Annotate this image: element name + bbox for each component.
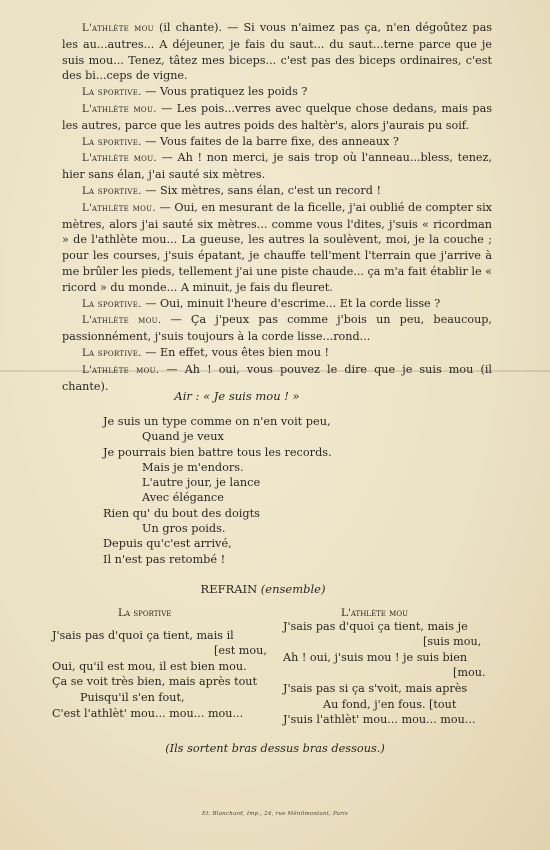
verse-line: Avec élégance [142, 491, 224, 505]
printer-imprint: Et. Blanchard, Imp., 24, rue Ménilmontant, Paris [201, 811, 348, 817]
refrain-line: C'est l'athlèt' mou... mou... mou... [52, 706, 244, 720]
verse-line: Un gros poids. [142, 522, 226, 536]
refrain-line: Ah ! oui, j'suis mou ! je suis bien [283, 650, 468, 664]
column-speaker: L'athlète mou [341, 607, 408, 619]
refrain-line: [est mou, [214, 644, 267, 658]
refrain-line: J'sais pas si ça s'voit, mais après [283, 681, 468, 695]
refrain-column-athlete [283, 606, 503, 728]
dialogue-line: La sportive. — Vous faites de la barre fixe, des anneaux ? [82, 134, 399, 148]
refrain-line: Ça se voit très bien, mais après tout [52, 675, 258, 689]
verse-line: Je pourrais bien battre tous les records. [103, 445, 332, 459]
refrain-line: Au fond, j'en fous. [tout [323, 697, 457, 711]
song-verse [103, 414, 403, 567]
verse-line: Rien qu' du bout des doigts [103, 506, 260, 520]
verse-line: Il n'est pas retombé ! [103, 552, 226, 566]
refrain-line: J'sais pas d'quoi ça tient, mais je [283, 619, 468, 633]
dialogue-line: La sportive. — Vous pratiquez les poids ? [82, 85, 308, 99]
verse-line: Mais je m'endors. [142, 460, 244, 474]
verse-line: L'autre jour, je lance [142, 476, 261, 490]
refrain-column-sportive [52, 606, 267, 721]
dialogue-line: La sportive. — Oui, minuit l'heure d'escrime... Et la corde lisse ? [82, 296, 441, 310]
dialogue-line: L'athlète mou. — Ça j'peux pas comme j'bois un peu, beaucoup, passionnément, j'suis toujours à la corde lisse...rond... [62, 313, 492, 344]
refrain-line: J'sais pas d'quoi ça tient, mais il [52, 628, 234, 642]
refrain-line: [mou. [453, 666, 486, 680]
air-title: Air : « Je suis mou ! » [174, 389, 300, 403]
dialogue-line: L'athlète mou. — Oui, en mesurant de la ficelle, j'ai oublié de compter six mètres, alors j'ai sauté six mètres... comme vous l'dites, j'suis « ricordman » de l'athlète mou... La gueuse, les autres la soulèvent, moi, je la couche ; pour les courses, j'suis épatant, je chauffe tell'ment l'terrain que j'arrive à me brûler les pieds, tellement j'ai une piste chaude... ça m'a fait établir le « ricord » du monde... A minuit, je fais du fleuret. [62, 200, 492, 294]
verse-line: Depuis qu'c'est arrivé, [103, 537, 232, 551]
column-speaker: La sportive [118, 607, 172, 619]
refrain-line: [suis mou, [423, 635, 482, 649]
dialogue-line: La sportive. — Six mètres, sans élan, c'est un record ! [82, 183, 381, 197]
verse-line: Je suis un type comme on n'en voit peu, [103, 415, 331, 428]
refrain-line: Puisqu'il s'en fout, [80, 690, 185, 704]
stage-direction: (Ils sortent bras dessus bras dessous.) [165, 742, 385, 755]
dialogue-line: L'athlète mou. — Ah ! oui, vous pouvez le dire que je suis mou (il chante). [62, 362, 492, 393]
refrain-title: REFRAIN (ensemble) [200, 582, 326, 596]
refrain-line: Oui, qu'il est mou, il est bien mou. [52, 659, 247, 673]
dialogue-line: La sportive. — En effet, vous êtes bien mou ! [82, 345, 330, 359]
verse-line: Quand je veux [142, 430, 224, 444]
dialogue-line: L'athlète mou (il chante). — Si vous n'aimez pas ça, n'en dégoûtez pas les au...autres... A déjeuner, je fais du saut... du saut...terne parce que je suis mou... Tenez, tâtez mes biceps... c'est pas des biceps ordinaires, c'est des bi...ceps de vigne. [62, 21, 492, 83]
dialogue-line: L'athlète mou. — Ah ! non merci, je sais trop où l'anneau...bless, tenez, hier sans élan, j'ai sauté six mètres. [62, 151, 492, 182]
refrain-line: J'suis l'athlèt' mou... mou... mou... [283, 713, 476, 727]
dialogue-block [62, 20, 492, 394]
dialogue-line: L'athlète mou. — Les pois...verres avec quelque chose dedans, mais pas les autres, parce que les autres poids des haltèr's, alors j'aurais pu soif. [62, 101, 492, 132]
